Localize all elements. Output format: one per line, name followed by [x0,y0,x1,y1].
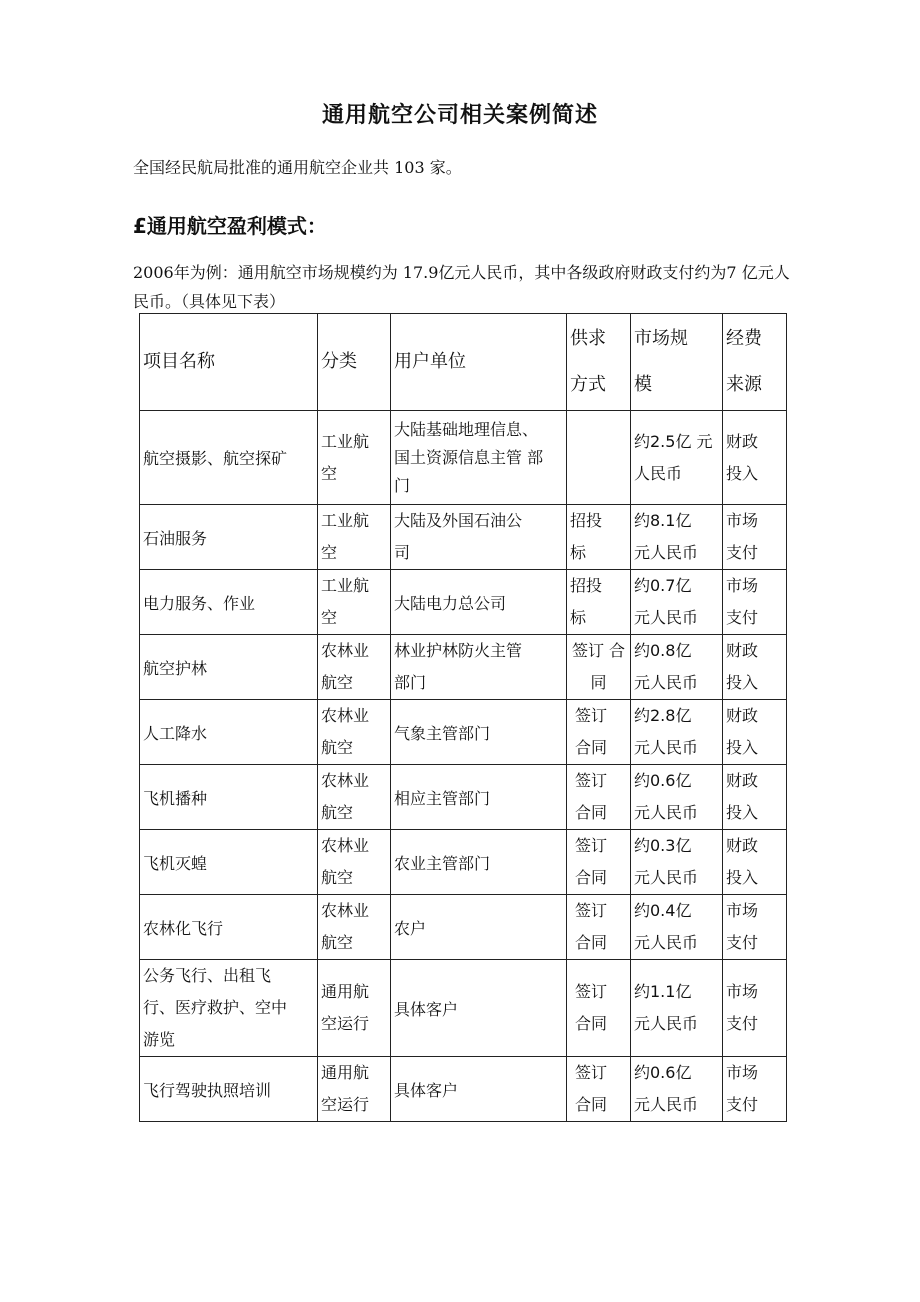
cell-funding-source: 财政 投入 [723,635,787,700]
cell-market-size: 约2.5亿 元 人民币 [631,411,723,505]
section-heading: £通用航空盈利模式： [133,214,327,238]
cell-supply-mode: 签订 合同 [567,830,631,895]
summary-paragraph: 2006年为例：通用航空市场规模约为 17.9亿元人民币，其中各级政府财政支付约为7 亿元人民币。（具体见下表） [133,263,790,311]
cell-project-name: 农林化飞行 [140,895,318,960]
cell-market-size: 约0.7亿 元人民币 [631,570,723,635]
table-row [140,700,787,765]
cell-market-size: 约2.8亿 元人民币 [631,700,723,765]
cell-project-name: 电力服务、作业 [140,570,318,635]
table-row [140,570,787,635]
cell-project-name: 航空摄影、航空探矿 [140,411,318,505]
cell-category: 工业航 空 [318,505,391,570]
cell-category: 农林业 航空 [318,830,391,895]
cell-category: 农林业 航空 [318,895,391,960]
cell-market-size: 约0.6亿 元人民币 [631,1057,723,1122]
cell-project-name: 人工降水 [140,700,318,765]
cell-supply-mode: 签订 合 同 [567,635,631,700]
intro-text: 全国经民航局批准的通用航空企业共 103 家。 [133,158,462,177]
cell-project-name: 石油服务 [140,505,318,570]
header-project-name: 项目名称 [140,314,318,411]
cell-supply-mode: 招投 标 [567,505,631,570]
cell-project-name: 飞机播种 [140,765,318,830]
cell-user-unit: 相应主管部门 [391,765,567,830]
cell-category: 通用航 空运行 [318,1057,391,1122]
header-funding-source: 经费 来源 [723,314,787,411]
cell-user-unit: 林业护林防火主管 部门 [391,635,567,700]
cell-market-size: 约0.3亿 元人民币 [631,830,723,895]
table-row [140,765,787,830]
cell-supply-mode [567,411,631,505]
cell-project-name: 飞机灭蝗 [140,830,318,895]
table-row [140,411,787,505]
cell-user-unit: 具体客户 [391,1057,567,1122]
cell-market-size: 约0.4亿 元人民币 [631,895,723,960]
cell-project-name: 飞行驾驶执照培训 [140,1057,318,1122]
header-user-unit: 用户单位 [391,314,567,411]
cell-category: 通用航 空运行 [318,960,391,1057]
table-row [140,960,787,1057]
cell-supply-mode: 签订 合同 [567,960,631,1057]
cell-funding-source: 市场 支付 [723,570,787,635]
cell-market-size: 约1.1亿 元人民币 [631,960,723,1057]
cell-supply-mode: 签订 合同 [567,700,631,765]
cell-funding-source: 市场 支付 [723,960,787,1057]
cell-supply-mode: 签订 合同 [567,895,631,960]
cell-category: 农林业 航空 [318,635,391,700]
table-header-row [140,314,787,411]
cell-category: 农林业 航空 [318,765,391,830]
cell-market-size: 约0.8亿 元人民币 [631,635,723,700]
cell-market-size: 约8.1亿 元人民币 [631,505,723,570]
cell-user-unit: 大陆基础地理信息、 国土资源信息主管 部 门 [391,411,567,505]
table-row [140,635,787,700]
cell-funding-source: 财政 投入 [723,700,787,765]
cell-market-size: 约0.6亿 元人民币 [631,765,723,830]
cell-category: 农林业 航空 [318,700,391,765]
cell-funding-source: 市场 支付 [723,505,787,570]
cell-funding-source: 财政 投入 [723,411,787,505]
header-market-size: 市场规 模 [631,314,723,411]
cell-supply-mode: 签订 合同 [567,1057,631,1122]
cell-funding-source: 市场 支付 [723,895,787,960]
table-row [140,895,787,960]
cell-funding-source: 市场 支付 [723,1057,787,1122]
revenue-model-table [139,313,787,1122]
cell-funding-source: 财政 投入 [723,765,787,830]
cell-project-name: 航空护林 [140,635,318,700]
cell-user-unit: 气象主管部门 [391,700,567,765]
cell-supply-mode: 招投 标 [567,570,631,635]
cell-funding-source: 财政 投入 [723,830,787,895]
header-supply-mode: 供求 方式 [567,314,631,411]
cell-category: 工业航 空 [318,411,391,505]
cell-user-unit: 具体客户 [391,960,567,1057]
cell-user-unit: 大陆电力总公司 [391,570,567,635]
header-category: 分类 [318,314,391,411]
cell-user-unit: 农户 [391,895,567,960]
cell-project-name: 公务飞行、出租飞 行、医疗救护、空中 游览 [140,960,318,1057]
cell-user-unit: 大陆及外国石油公 司 [391,505,567,570]
cell-category: 工业航 空 [318,570,391,635]
table-row [140,830,787,895]
cell-user-unit: 农业主管部门 [391,830,567,895]
document-title: 通用航空公司相关案例简述 [321,103,598,128]
table-row [140,1057,787,1122]
cell-supply-mode: 签订 合同 [567,765,631,830]
table-row [140,505,787,570]
